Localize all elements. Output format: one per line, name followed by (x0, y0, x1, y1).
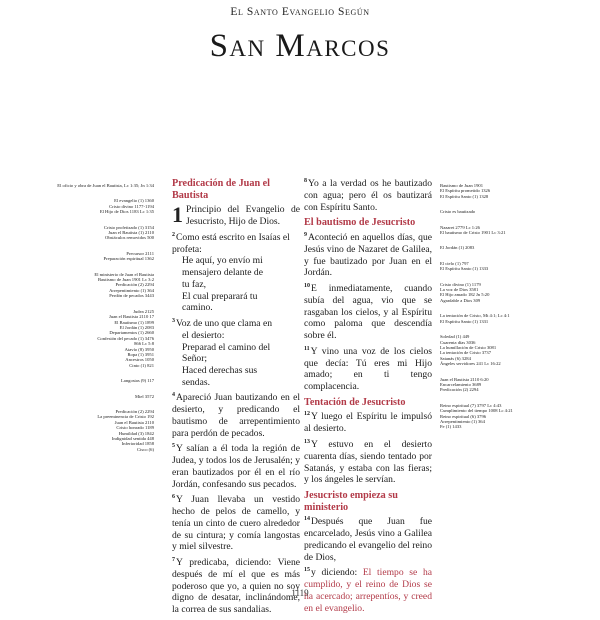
verse-13: $^{13}$Y estuvo en el desierto cuarenta días, siendo tentado por Satanás, y estaba con las fieras; y los ángeles le servían. (304, 439, 432, 486)
reference-line: La humillación de Cristo 3081 (440, 344, 497, 350)
reference-line: El oficio y obra de Juan el Bautista, Lc 1:35; Jn 1:34 (57, 183, 154, 188)
reference-line: Cristo honrado 1189 (116, 425, 154, 431)
reference-group (440, 245, 565, 250)
reference-line: Juan el Bautista 2110 6:20 (440, 376, 489, 382)
reference-line: Precursor 2111 (126, 250, 154, 256)
reference-line: Humildad (3) 1842 (118, 430, 154, 436)
reference-line: El Espíritu Santo (1) 1328 (440, 193, 489, 199)
verse-12: $^{12}$Y luego el Espíritu le impulsó al desierto. (304, 411, 432, 435)
reference-line: El Bautismo (1) 1899 (114, 319, 154, 325)
reference-group (34, 225, 154, 241)
page-number: 1119 (291, 588, 309, 598)
reference-group (440, 403, 565, 430)
reference-line: Ropa (1) 3951 (127, 351, 154, 357)
reference-line: Fe (1) 1433 (440, 424, 462, 430)
reference-group (440, 377, 565, 393)
reference-line: Predicación (2) 2294 (115, 408, 154, 414)
reference-group (440, 183, 565, 199)
reference-line: La preeminencia de Cristo 192 (97, 414, 154, 420)
reference-group (440, 334, 565, 366)
verse-10: $^{10}$E inmediatamente, cuando subía del agua, vio que se rasgaban los cielos, y al Espíritu como paloma que descendía sobre él. (304, 283, 432, 342)
chapter-number: 1 (172, 202, 183, 228)
reference-group (440, 225, 565, 236)
reference-line: Bautismo de Juan 1901 Lc 3:2 (97, 277, 154, 283)
verse-4: $^4$Apareció Juan bautizando en el desierto, y predicando el bautismo de arrepentimiento para perdón de pecados. (172, 392, 300, 439)
reference-line: El Jordán (1) 2083 (119, 324, 154, 330)
reference-line: 866 Lc 5:8 (134, 341, 154, 347)
reference-group (34, 409, 154, 452)
reference-group (440, 261, 565, 272)
reference-line: Departamentos (1) 2660 (109, 330, 154, 336)
verse-8: $^8$Yo a la verdad os he bautizado con agua; pero él os bautizará con Espíritu Santo. (304, 178, 432, 213)
reference-line: Indignidad sentida 448 (111, 436, 154, 441)
reference-line: Satanás (6) 3284 (440, 355, 471, 361)
section-heading-bautismo: El bautismo de Jesucristo (304, 217, 416, 229)
reference-line: Cumplimiento del tiempo 1008 Lc 4:21 (440, 408, 513, 414)
verse-5: $^5$Y salían a él toda la región de Judea, y todos los de Jerusalén; y eran bautizados por él en el río Jordán, confesando sus pecados. (172, 443, 300, 490)
reference-line: Inferioridad 1858 (121, 441, 154, 447)
reference-line: Arrepentimiento (1) 364 (440, 418, 485, 424)
reference-line: Juan el Bautista 2110 17 (109, 314, 154, 320)
reference-line: Preparación espiritual 1362 (103, 256, 154, 262)
reference-line: Judea 2125 (133, 308, 154, 314)
reference-line: El Espíritu prometido 1326 (440, 188, 491, 194)
reference-line: El ministerio de Juan el Bautista (94, 271, 154, 277)
verse-15: $^{15}$y diciendo: El tiempo se ha cumplido, y el reino de Dios se ha acercado; arrepentíos, y creed en el evangelio. (304, 567, 432, 614)
text-column-1 (172, 178, 300, 620)
reference-line: Cristo profetizado (1) 3154 (103, 224, 154, 230)
reference-group (34, 378, 154, 383)
reference-line: La voz de Dios 3581 (440, 287, 479, 293)
reference-group (440, 313, 565, 324)
reference-line: Juan el Bautista (1) 2110 (108, 230, 154, 236)
reference-line: El Espíritu Santo (1) 1331 (440, 318, 489, 324)
reference-group (34, 183, 154, 188)
reference-line: Nazaret 2779 Lc 1:26 (440, 224, 480, 230)
verse-3: $^3$Voz de uno que clama en el desierto: Preparad el camino del Señor; Haced derechas sus sendas. (172, 317, 272, 388)
reference-group (34, 309, 154, 368)
section-heading-juan-bautista: Predicación de Juan el Bautista (172, 178, 271, 201)
section-heading-ministerio: Jesucristo empieza su ministerio (304, 490, 398, 513)
reference-line: Cristo es bautizado (440, 209, 476, 215)
reference-group (34, 198, 154, 214)
reference-line: Cinto (1) 821 (129, 362, 154, 368)
reference-line: Reino espiritual (6) 3796 (440, 413, 487, 419)
verse-2: $^2$Como está escrito en Isaías el profeta: He aquí, yo envío mi mensajero delante de tu faz, El cual preparará tu camino. (172, 231, 290, 314)
verse-14: $^{14}$Después que Juan fue encarcelado, Jesús vino a Galilea predicando el evangelio del reino de Dios, (304, 516, 432, 563)
reference-line: El evangelio (1) 1360 (114, 198, 154, 204)
reference-group (34, 272, 154, 299)
reference-line: Cristo divino 1177-1194 (109, 203, 154, 209)
reference-line: Atavío (8) 3950 (124, 346, 154, 352)
reference-line: El Espíritu Santo (1) 1333 (440, 266, 489, 272)
reference-line: Cristo divino (1) 1179 (440, 281, 481, 287)
reference-line: Miel 3572 (134, 393, 154, 399)
reference-line: El cielo (1) 797 (440, 260, 469, 266)
reference-line: El Hijo de Dios 1183 Lc 1:35 (99, 209, 154, 215)
reference-line: La tentación de Cristo, Mt 4:1; Lc 4:1 (440, 313, 510, 319)
reference-group (34, 394, 154, 399)
reference-line: Predicación (2) 2294 (115, 282, 154, 288)
reference-line: Bautismo de Juan 1901 (440, 183, 483, 188)
verse-7: $^7$Y predicaba, diciendo: Viene después de mí el que es más poderoso que yo, a quien no soy digno de desatar, inclinándome, la correa de sus sandalias. (172, 557, 300, 616)
section-heading-tentacion: Tentación de Jesucristo (304, 396, 406, 408)
reference-line: Obstáculos removidos 500 (105, 235, 154, 241)
reference-line: Cisco (6) (137, 446, 154, 452)
reference-line: Ancestros 1050 (125, 357, 154, 363)
book-title: San Marcos (209, 28, 391, 64)
reference-line: Perdón de pecados 3443 (109, 293, 154, 299)
words-of-jesus: El tiempo se ha cumplido, y el reino de Dios se ha acercado; arrepentíos, y creed en el evangelio. (304, 567, 432, 614)
reference-line: Langostas (9) 117 (121, 378, 154, 384)
verse-11: $^{11}$Y vino una voz de los cielos que decía: Tú eres mi Hijo amado; en ti tengo complacencia. (304, 345, 432, 393)
reference-line: Encarcelamiento 3689 (440, 381, 482, 387)
reference-line: El bautismo de Cristo 1901 Lc 3:21 (440, 230, 506, 236)
reference-line: Soledad (1) 449 (440, 334, 470, 340)
book-supertitle: El Santo Evangelio Según (230, 6, 370, 18)
verse-6: $^6$Y Juan llevaba un vestido hecho de pelos de camello, y tenía un cinto de cuero alrededor de su cintura; y comía langostas y miel silvestre. (172, 494, 300, 553)
reference-line: Ángeles servidores 241 Lc 16:22 (440, 361, 501, 367)
reference-line: Agradable a Dios 309 (440, 297, 481, 303)
left-reference-column (34, 183, 154, 462)
reference-line: El Jordán (1) 2083 (440, 245, 475, 251)
reference-group (34, 251, 154, 262)
reference-line: El Hijo amado 182 Jn 5:20 (440, 292, 490, 298)
reference-line: Arrepentimiento (1) 364 (109, 287, 154, 293)
verse-1: 1 Principio del Evangelio de Jesucristo, Hijo de Dios. (172, 202, 300, 228)
reference-line: Confesión del pecado (1) 3476 (97, 335, 154, 341)
right-reference-column (440, 183, 565, 440)
text-column-2 (304, 178, 432, 618)
reference-line: La tentación de Cristo 3737 (440, 350, 492, 356)
reference-line: Juan el Bautista 2110 (114, 419, 154, 425)
reference-group (440, 282, 565, 304)
reference-line: Reino espiritual (7) 3797 Lc 4:43 (440, 402, 502, 408)
reference-group (440, 209, 565, 214)
verse-9: $^9$Aconteció en aquellos días, que Jesús vino de Nazaret de Galilea, y fue bautizado por Juan en el Jordán. (304, 232, 432, 279)
reference-line: Predicación (2) 2294 (440, 387, 479, 393)
reference-line: Cuarenta días 3036 (440, 339, 476, 345)
